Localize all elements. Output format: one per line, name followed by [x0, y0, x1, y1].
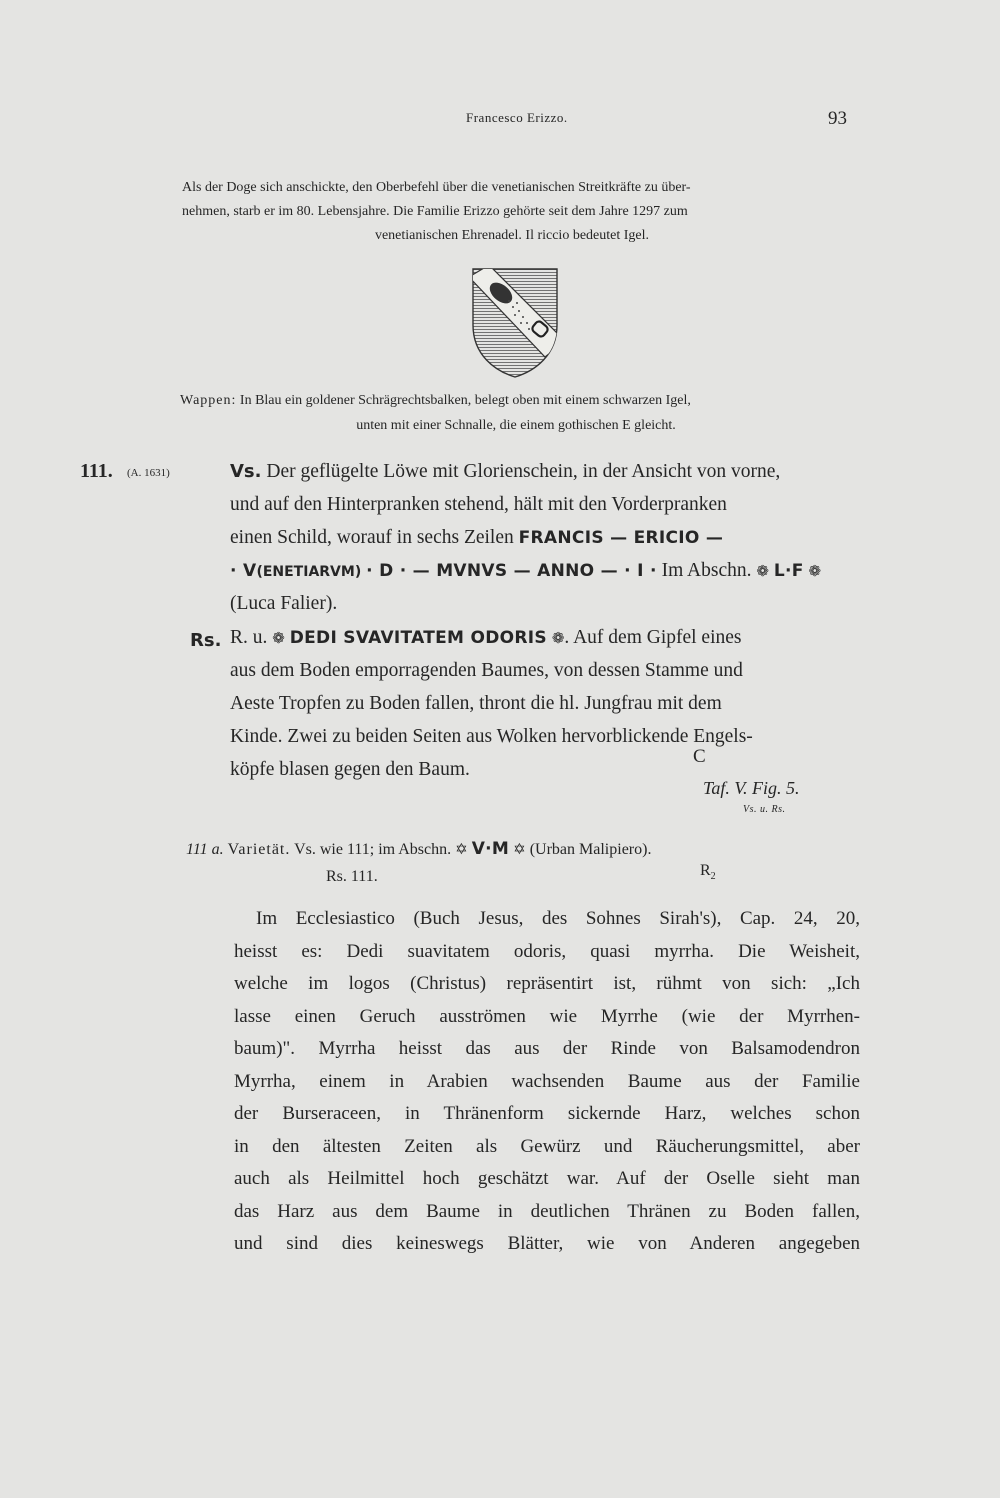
body-line: lasse einen Geruch ausströmen wie Myrrhe (wie der Myrrhen-: [234, 1005, 860, 1027]
body-line: in den ältesten Zeiten als Gewürz und Räucherungsmittel, aber: [234, 1135, 860, 1157]
entry-year: (A. 1631): [127, 467, 170, 479]
body-line: das Harz aus dem Baume in deutlichen Thränen zu Boden fallen,: [234, 1200, 860, 1222]
wappen-label: Wappen:: [180, 393, 237, 408]
body-line: und sind dies keineswegs Blätter, wie von Anderen angegeben: [234, 1233, 860, 1254]
variant-label: Varietät.: [227, 841, 291, 858]
obverse-line: einen Schild, worauf in sechs Zeilen FRANCIS — ERICIO —: [230, 527, 724, 548]
wappen-line: In Blau ein goldener Schrägrechtsbalken, belegt oben mit einem schwarzen Igel,: [239, 393, 691, 408]
rosette-icon: ❁: [551, 631, 565, 647]
plate-reference-sub: Vs. u. Rs.: [743, 804, 786, 815]
body-line: Im Ecclesiastico (Buch Jesus, des Sohnes Sirah's), Cap. 24, 20,: [256, 908, 860, 929]
rarity-mark: C: [693, 746, 706, 767]
intro-line: nehmen, starb er im 80. Lebensjahre. Die Familie Erizzo gehörte seit dem Jahre 1297 zum: [182, 204, 688, 219]
reverse-line: aus dem Boden emporragenden Baumes, von dessen Stamme und: [230, 660, 743, 681]
reverse-line: Aeste Tropfen zu Boden fallen, thront die hl. Jungfrau mit dem: [230, 693, 722, 714]
reverse-line: R. u. ❁ DEDI SVAVITATEM ODORIS ❁. Auf dem Gipfel eines: [230, 627, 742, 648]
intro-paragraph: [182, 176, 842, 248]
obverse-line: (Luca Falier).: [230, 593, 338, 614]
rosette-icon: ❁: [272, 631, 285, 647]
obverse-line: Vs. Der geflügelte Löwe mit Glorienschein, in der Ansicht von vorne,: [230, 461, 781, 482]
entry-number: 111.: [80, 460, 113, 482]
legend-text: FRANCIS — ERICIO —: [518, 528, 724, 548]
wappen-line: unten mit einer Schnalle, die einem gothischen E gleicht.: [356, 418, 676, 433]
mintmaster-signature: V·M: [471, 839, 510, 859]
reverse-line: köpfe blasen gegen den Baum.: [230, 759, 470, 780]
obverse-line: und auf den Hinterpranken stehend, hält mit den Vorderpranken: [230, 494, 727, 515]
body-line: auch als Heilmittel hoch geschätzt war. Auf der Oselle sieht man: [234, 1168, 860, 1189]
reverse-label: Rs.: [190, 630, 222, 651]
coat-of-arms-image: [469, 265, 561, 381]
plate-reference: Taf. V. Fig. 5.: [703, 778, 800, 798]
body-line: baum)". Myrrha heisst das aus der Rinde von Balsamodendron: [234, 1038, 860, 1059]
commentary-paragraph: [234, 903, 860, 1261]
running-head: [0, 108, 1000, 132]
intro-line: venetianischen Ehrenadel. Il riccio bedeutet Igel.: [374, 228, 650, 243]
body-line: heisst es: Dedi suavitatem odoris, quasi myrrha. Die Weisheit,: [234, 940, 860, 962]
rosette-icon: ❁: [808, 564, 822, 580]
variant-line: 111 a. Varietät. Vs. wie 111; im Abschn. ✡ V·M ✡ (Urban Malipiero).: [186, 839, 652, 859]
page-number: 93: [828, 108, 847, 129]
variant-rarity: $R_2$: [700, 862, 716, 883]
mintmaster-signature: L·F: [773, 561, 804, 581]
rosette-icon: ❁: [756, 564, 769, 580]
variant-reverse: Rs. 111.: [326, 868, 378, 885]
coat-of-arms-caption: [180, 388, 852, 438]
intro-line: Als der Doge sich anschickte, den Oberbefehl über die venetianischen Streitkräfte zu über-: [182, 180, 691, 195]
star-icon: ✡: [513, 842, 526, 858]
reverse-line: Kinde. Zwei zu beiden Seiten aus Wolken hervorblickende Engels-: [230, 726, 753, 747]
running-title: Francesco Erizzo.: [466, 110, 568, 125]
obverse-label: Vs.: [230, 461, 262, 482]
obverse-line: · V(ENETIARVM) · D · — MVNVS — ANNO — · I · Im Abschn. ❁ L·F ❁: [230, 560, 822, 581]
variant-number: 111 a.: [186, 841, 224, 858]
legend-text: DEDI SVAVITATEM ODORIS: [289, 628, 547, 648]
body-line: der Burseraceen, in Thränenform sickernde Harz, welches schon: [234, 1103, 860, 1124]
star-icon: ✡: [455, 842, 468, 858]
body-line: Myrrha, einem in Arabien wachsenden Baume aus der Familie: [234, 1070, 860, 1092]
body-line: welche im logos (Christus) repräsentirt ist, rühmt von sich: „Ich: [234, 973, 860, 994]
